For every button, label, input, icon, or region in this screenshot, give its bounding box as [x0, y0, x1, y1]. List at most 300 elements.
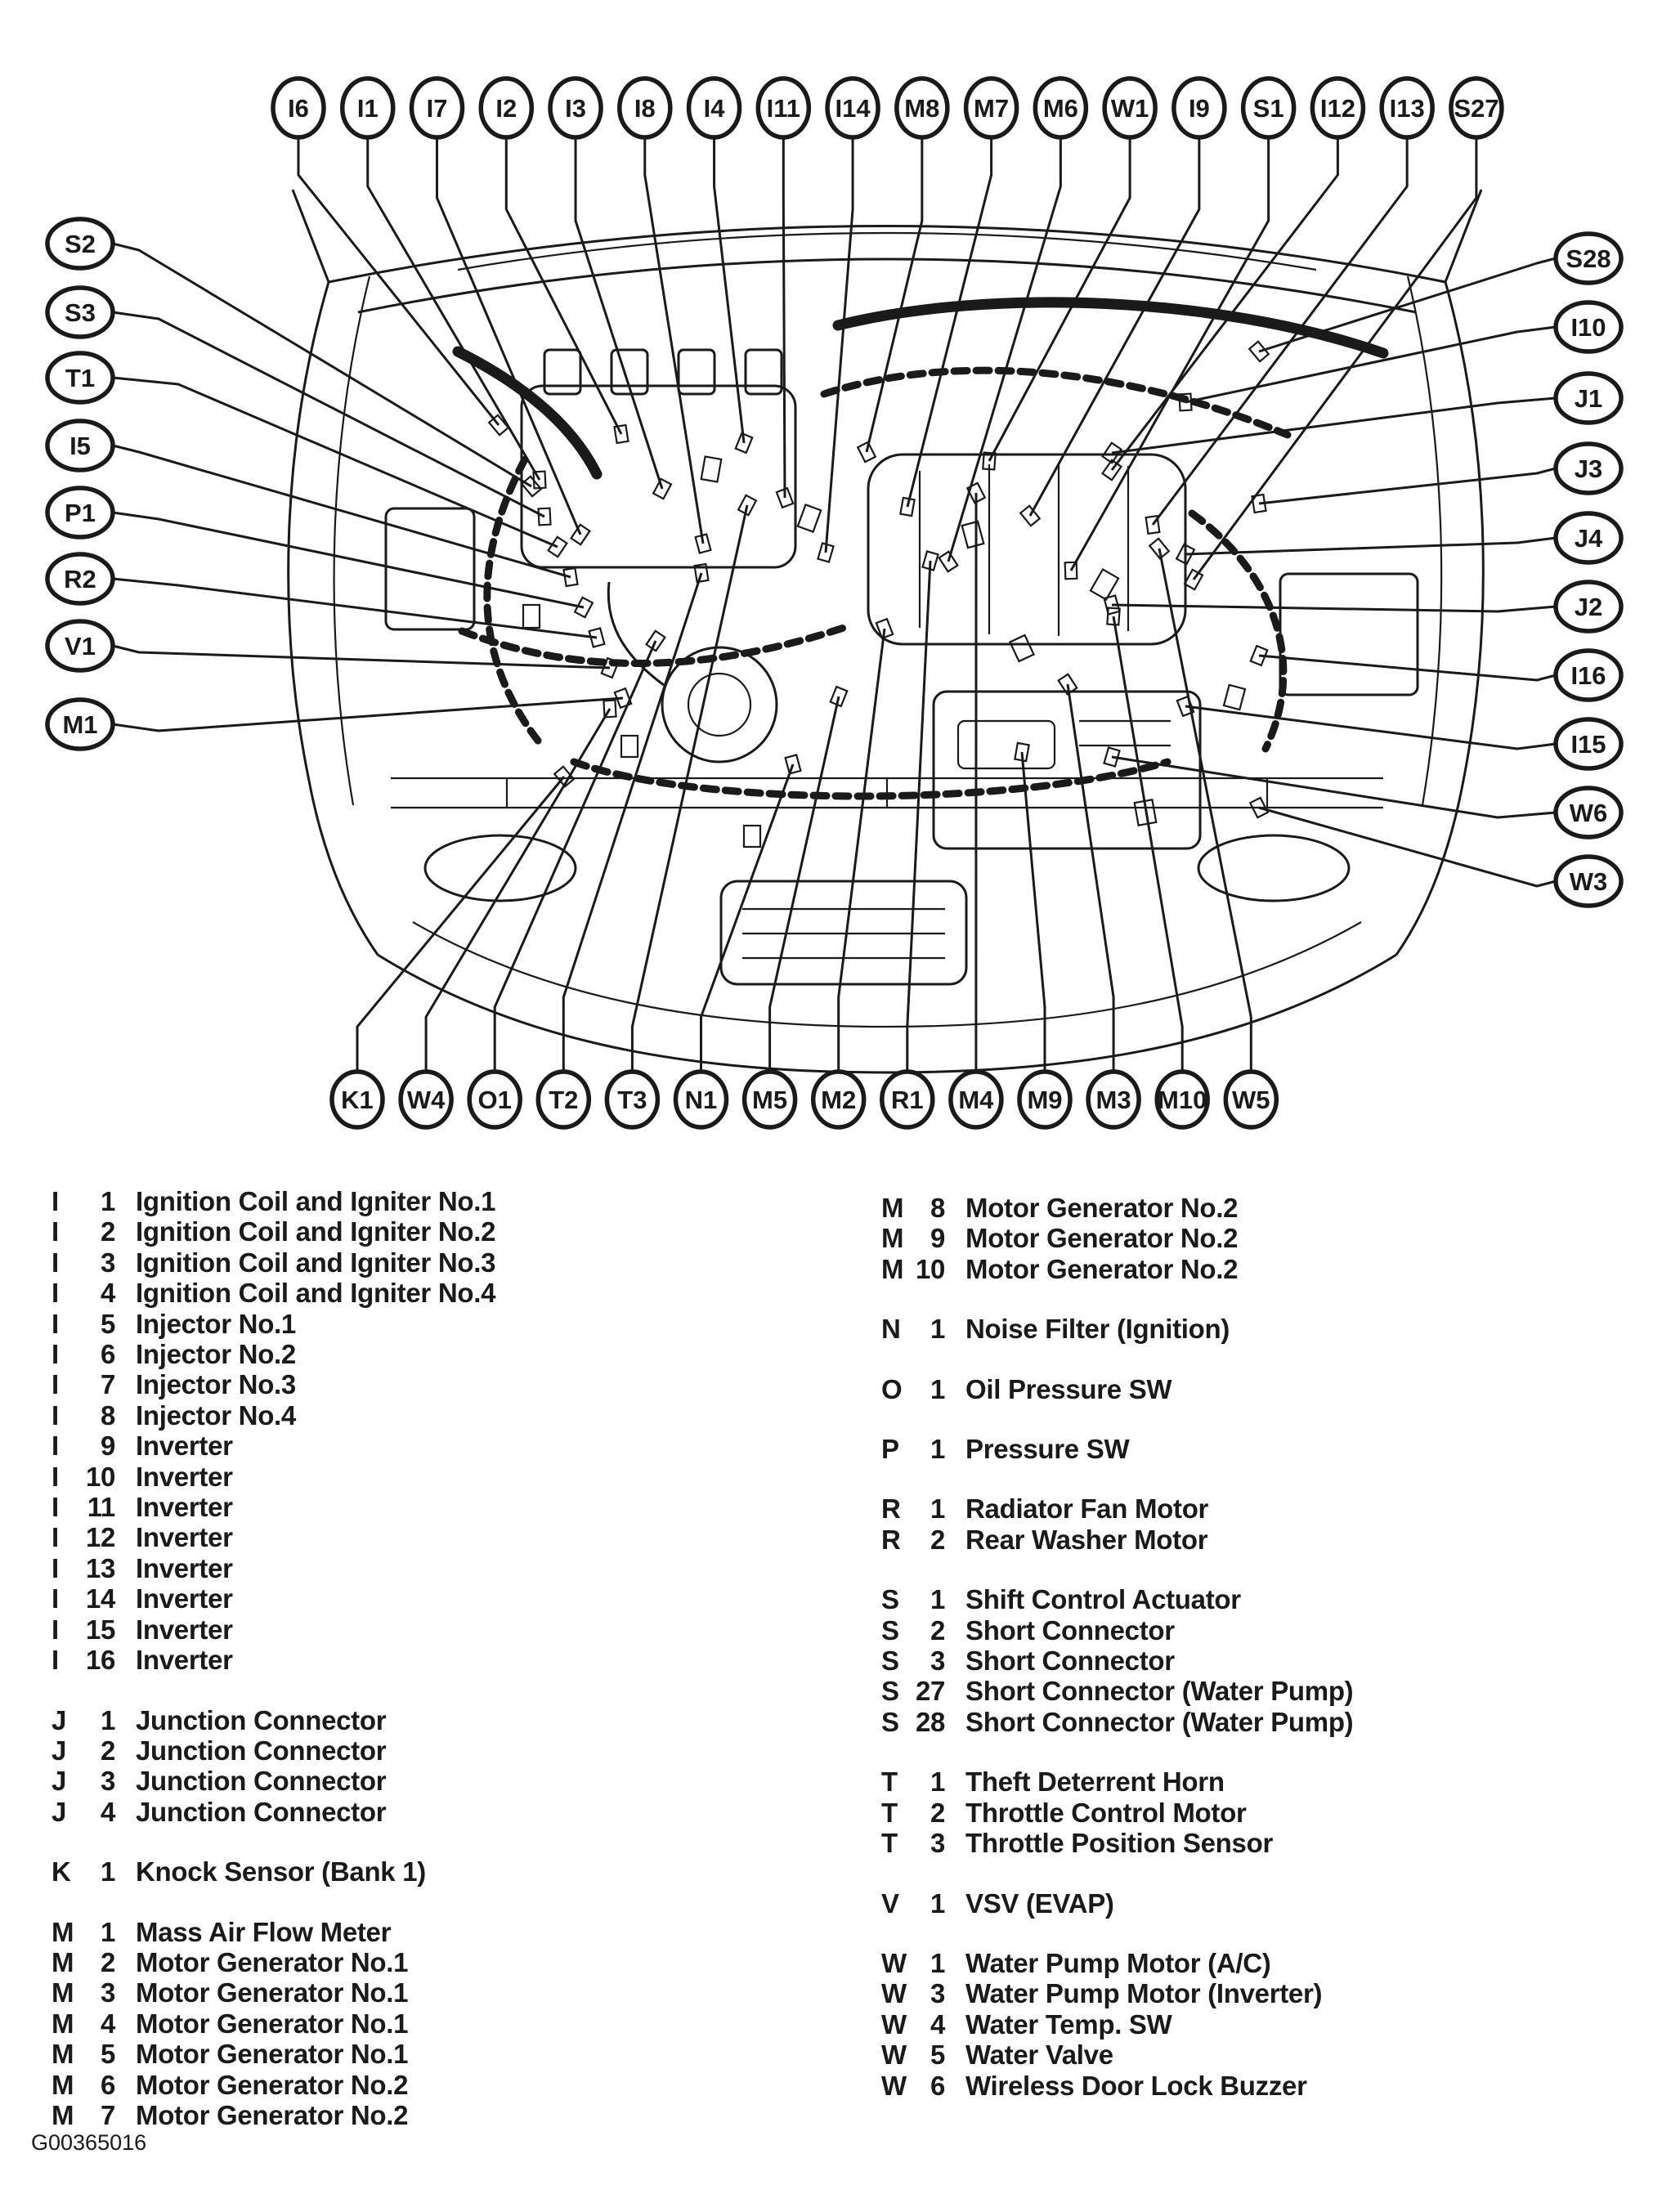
legend-entry-I13 — [52, 1553, 495, 1583]
legend-entry-S2 — [881, 1615, 1353, 1646]
legend-code: I — [52, 1522, 59, 1553]
callout-I11 — [758, 78, 809, 508]
legend-entry-W5 — [881, 2040, 1353, 2070]
legend-entry-I16 — [52, 1645, 495, 1675]
legend-number: 8 — [930, 1193, 945, 1223]
legend-number: 6 — [100, 2069, 115, 2100]
leader-line-R1 — [907, 561, 930, 1072]
legend-name: Short Connector (Water Pump) — [965, 1676, 1354, 1707]
legend-entry-T2 — [881, 1798, 1353, 1828]
legend-group — [52, 1917, 495, 2131]
callout-label-I13: I13 — [1389, 94, 1425, 123]
callout-label-I14: I14 — [835, 94, 871, 123]
legend-name: Water Pump Motor (A/C) — [965, 1947, 1271, 1978]
callout-W5 — [1149, 539, 1276, 1127]
legend-name: Injector No.4 — [136, 1399, 296, 1431]
legend-name: Short Connector (Water Pump) — [965, 1706, 1354, 1737]
callout-I5 — [47, 421, 577, 586]
legend-code: I — [52, 1216, 59, 1247]
legend-code: W — [881, 1947, 907, 1978]
leader-line-I13 — [1153, 137, 1407, 525]
legend-number: 16 — [86, 1645, 116, 1676]
legend-code: M — [52, 1946, 74, 1977]
legend-entry-T3 — [881, 1828, 1353, 1858]
callout-J1 — [1103, 374, 1621, 463]
legend-name: Motor Generator No.2 — [965, 1253, 1239, 1284]
legend-code: W — [881, 2070, 907, 2101]
legend-entry-J4 — [52, 1797, 495, 1827]
callout-label-M10: M10 — [1158, 1086, 1207, 1114]
legend-entry-I8 — [52, 1400, 495, 1431]
legend-number: 5 — [100, 1308, 115, 1339]
legend-entry-I3 — [52, 1247, 495, 1278]
leader-line-I15 — [1185, 706, 1556, 749]
legend-number: 1 — [930, 1947, 945, 1978]
callout-S27 — [1185, 78, 1502, 589]
leader-line-S2 — [113, 244, 531, 486]
leader-line-N1 — [701, 764, 794, 1072]
legend-number: 1 — [930, 1314, 945, 1345]
legend-entry-S28 — [881, 1707, 1353, 1737]
legend-number: 3 — [100, 1977, 115, 2008]
legend-number: 8 — [100, 1399, 115, 1431]
legend-number: 1 — [930, 1887, 945, 1919]
legend-code: I — [52, 1399, 59, 1431]
callout-label-S28: S28 — [1566, 244, 1611, 273]
legend-name: Junction Connector — [136, 1735, 387, 1766]
callout-T3 — [607, 495, 755, 1127]
legend-group — [881, 1948, 1353, 2101]
callout-label-M3: M3 — [1095, 1086, 1131, 1114]
callout-M7 — [900, 78, 1016, 516]
legend-entry-S27 — [881, 1676, 1353, 1706]
legend-entry-M5 — [52, 2039, 495, 2069]
legend-number: 28 — [916, 1706, 946, 1737]
legend-code: M — [52, 1916, 74, 1947]
legend-number: 14 — [86, 1583, 116, 1614]
legend-code: R — [881, 1524, 901, 1555]
legend-name: Pressure SW — [965, 1434, 1130, 1465]
legend-name: Water Valve — [965, 2040, 1113, 2071]
legend-entry-M10 — [881, 1254, 1353, 1284]
callout-label-T1: T1 — [65, 364, 96, 392]
leader-line-W5 — [1159, 549, 1251, 1072]
legend-name: Injector No.2 — [136, 1339, 296, 1370]
legend-entry-I7 — [52, 1369, 495, 1399]
legend-code: I — [52, 1339, 59, 1370]
legend-number: 1 — [100, 1186, 115, 1216]
legend-code: I — [52, 1308, 59, 1339]
leader-line-W3 — [1259, 808, 1556, 886]
leader-line-S1 — [1071, 137, 1269, 571]
leader-line-T2 — [563, 573, 701, 1072]
legend-group — [881, 1766, 1353, 1858]
callout-M2 — [813, 619, 893, 1127]
legend-name: Ignition Coil and Igniter No.2 — [136, 1216, 496, 1247]
legend-name: Wireless Door Lock Buzzer — [965, 2070, 1307, 2101]
legend-number: 5 — [100, 2039, 115, 2070]
legend-number: 4 — [100, 1278, 115, 1309]
callout-label-T2: T2 — [549, 1086, 579, 1114]
callout-label-I12: I12 — [1319, 94, 1355, 123]
legend-number: 2 — [100, 1946, 115, 1977]
legend-code: M — [881, 1223, 904, 1254]
legend-name: Rear Washer Motor — [965, 1524, 1208, 1555]
callout-label-T3: T3 — [617, 1086, 647, 1114]
legend-name: Ignition Coil and Igniter No.4 — [136, 1278, 496, 1309]
leader-line-M6 — [948, 137, 1060, 562]
legend-code: J — [52, 1766, 67, 1797]
legend-name: Inverter — [136, 1431, 233, 1462]
legend-name: Motor Generator No.1 — [136, 1946, 409, 1977]
legend-entry-T1 — [881, 1766, 1353, 1797]
leader-line-I10 — [1185, 327, 1556, 402]
legend-number: 3 — [100, 1766, 115, 1797]
legend-entry-I11 — [52, 1492, 495, 1522]
legend-entry-I12 — [52, 1522, 495, 1552]
legend-code: J — [52, 1796, 67, 1827]
legend-right-column — [881, 1193, 1353, 2101]
callout-label-M1: M1 — [62, 710, 98, 739]
callout-label-M9: M9 — [1027, 1086, 1063, 1114]
legend-name: Injector No.3 — [136, 1369, 296, 1400]
callout-label-I3: I3 — [565, 94, 586, 123]
leader-line-I14 — [826, 137, 853, 553]
legend-group — [881, 1193, 1353, 1284]
callout-label-J2: J2 — [1574, 593, 1603, 621]
callout-label-M2: M2 — [821, 1086, 857, 1114]
callout-M6 — [939, 78, 1086, 571]
legend-entry-W1 — [881, 1948, 1353, 1978]
legend-code: M — [52, 2099, 74, 2130]
leader-line-M1 — [113, 698, 623, 731]
legend-number: 4 — [930, 2008, 945, 2040]
callout-M4 — [951, 483, 1001, 1127]
leader-line-I4 — [715, 137, 744, 443]
legend-group — [881, 1374, 1353, 1404]
callout-label-P1: P1 — [65, 499, 96, 527]
callout-label-I8: I8 — [634, 94, 656, 123]
legend-code: I — [52, 1492, 59, 1523]
legend-code: R — [881, 1493, 901, 1525]
legend-entry-I15 — [52, 1614, 495, 1645]
leader-line-S3 — [113, 312, 544, 517]
callout-label-W5: W5 — [1232, 1086, 1270, 1114]
legend-number: 1 — [100, 1704, 115, 1735]
callout-label-W3: W3 — [1569, 867, 1608, 896]
legend-name: Motor Generator No.1 — [136, 2008, 409, 2039]
legend-number: 6 — [930, 2070, 945, 2101]
legend-entry-M3 — [52, 1977, 495, 2008]
legend-name: Shift Control Actuator — [965, 1584, 1241, 1615]
legend-code: I — [52, 1614, 59, 1645]
callout-R1 — [882, 551, 939, 1127]
legend-code: S — [881, 1676, 899, 1707]
callout-label-J3: J3 — [1574, 454, 1603, 483]
legend-name: Motor Generator No.2 — [136, 2069, 409, 2100]
legend-entry-K1 — [52, 1856, 495, 1887]
legend-entry-V1 — [881, 1888, 1353, 1919]
legend-group — [52, 1186, 495, 1676]
legend-name: Short Connector — [965, 1646, 1175, 1677]
leader-line-R2 — [113, 579, 597, 638]
callout-label-M5: M5 — [752, 1086, 788, 1114]
legend-name: Inverter — [136, 1583, 233, 1614]
legend-entry-P1 — [881, 1434, 1353, 1464]
legend-code: I — [52, 1186, 59, 1216]
legend-number: 1 — [930, 1584, 945, 1615]
leader-line-I8 — [645, 137, 703, 544]
legend-code: M — [881, 1193, 904, 1223]
callout-label-J1: J1 — [1574, 384, 1603, 413]
legend-entry-I5 — [52, 1309, 495, 1339]
legend-number: 2 — [930, 1524, 945, 1555]
callout-label-I16: I16 — [1570, 661, 1606, 690]
legend-code: I — [52, 1278, 59, 1309]
legend-entry-J1 — [52, 1705, 495, 1735]
leader-line-I16 — [1259, 656, 1556, 680]
legend-code: J — [52, 1704, 67, 1735]
callout-I1 — [343, 78, 546, 488]
legend-number: 5 — [930, 2040, 945, 2071]
legend-group — [881, 1314, 1353, 1344]
legend-entry-S3 — [881, 1646, 1353, 1676]
legend-number: 1 — [930, 1493, 945, 1525]
legend-code: S — [881, 1706, 899, 1737]
legend-number: 7 — [100, 1369, 115, 1400]
legend-entry-J2 — [52, 1735, 495, 1766]
legend-code: V — [881, 1887, 899, 1919]
legend-code: I — [52, 1431, 59, 1462]
leader-line-M5 — [770, 696, 839, 1072]
legend-number: 10 — [916, 1253, 946, 1284]
legend-entry-S1 — [881, 1584, 1353, 1614]
legend-code: W — [881, 2008, 907, 2040]
callout-label-R2: R2 — [64, 565, 96, 593]
legend-entry-R1 — [881, 1493, 1353, 1524]
legend-code: S — [881, 1584, 899, 1615]
legend-entry-I2 — [52, 1216, 495, 1247]
legend-code: I — [52, 1461, 59, 1492]
legend-code: S — [881, 1646, 899, 1677]
callout-layer — [47, 78, 1621, 1127]
callout-N1 — [676, 755, 801, 1127]
legend-number: 15 — [86, 1614, 116, 1645]
callout-R2 — [47, 554, 604, 647]
legend-name: Knock Sensor (Bank 1) — [136, 1856, 426, 1887]
callout-I7 — [412, 78, 590, 544]
legend-name: Junction Connector — [136, 1766, 387, 1797]
leader-line-J1 — [1112, 398, 1556, 453]
callout-label-I2: I2 — [495, 94, 517, 123]
legend-name: Motor Generator No.1 — [136, 2039, 409, 2070]
legend-number: 1 — [930, 1766, 945, 1798]
legend-number: 13 — [86, 1552, 116, 1583]
legend-name: Ignition Coil and Igniter No.3 — [136, 1247, 496, 1278]
legend-number: 6 — [100, 1339, 115, 1370]
legend-number: 2 — [930, 1614, 945, 1646]
legend-entry-M2 — [52, 1947, 495, 1977]
legend-name: Injector No.1 — [136, 1308, 296, 1339]
figure-code: G00365016 — [31, 2130, 147, 2155]
legend-number: 27 — [916, 1676, 946, 1707]
legend-left-column — [52, 1186, 495, 2130]
legend-entry-M6 — [52, 2070, 495, 2100]
legend-number: 1 — [930, 1434, 945, 1465]
legend-code: J — [52, 1735, 67, 1766]
legend-name: Oil Pressure SW — [965, 1373, 1172, 1404]
callout-label-I1: I1 — [356, 94, 379, 123]
leader-line-K1 — [357, 777, 564, 1072]
legend-code: M — [52, 1977, 74, 2008]
callout-W6 — [1104, 747, 1621, 837]
callout-label-S2: S2 — [65, 230, 96, 258]
legend-entry-I9 — [52, 1431, 495, 1461]
legend-code: K — [52, 1856, 71, 1887]
legend-group — [881, 1493, 1353, 1555]
callout-label-V1: V1 — [65, 632, 96, 660]
callout-label-O1: O1 — [477, 1086, 512, 1114]
leader-line-I3 — [576, 137, 662, 489]
legend-number: 12 — [86, 1522, 116, 1553]
leader-line-I11 — [783, 137, 785, 498]
legend-entry-M7 — [52, 2100, 495, 2130]
legend-name: Inverter — [136, 1552, 233, 1583]
legend-name: Motor Generator No.2 — [965, 1193, 1239, 1223]
legend-code: S — [881, 1614, 899, 1646]
callout-label-I9: I9 — [1188, 94, 1210, 123]
legend-entry-M1 — [52, 1917, 495, 1947]
callout-label-I15: I15 — [1570, 730, 1606, 759]
callout-label-I5: I5 — [69, 432, 91, 460]
legend-name: Junction Connector — [136, 1796, 387, 1827]
legend-name: Junction Connector — [136, 1704, 387, 1735]
leader-line-M7 — [907, 137, 992, 507]
legend-name: Motor Generator No.2 — [136, 2099, 409, 2130]
legend-entry-N1 — [881, 1314, 1353, 1344]
legend-group — [52, 1705, 495, 1828]
leader-line-I1 — [368, 137, 540, 480]
legend-number: 7 — [100, 2099, 115, 2130]
callout-I15 — [1177, 696, 1621, 768]
legend-code: M — [52, 2039, 74, 2070]
callout-label-I11: I11 — [766, 94, 801, 123]
legend-code: M — [52, 2008, 74, 2039]
callout-T1 — [47, 353, 567, 557]
leader-line-S27 — [1194, 137, 1476, 580]
legend-name: Mass Air Flow Meter — [136, 1916, 392, 1947]
legend-name: Radiator Fan Motor — [965, 1493, 1209, 1525]
legend-name: Throttle Position Sensor — [965, 1828, 1273, 1859]
legend-number: 3 — [100, 1247, 115, 1278]
leader-line-J4 — [1185, 538, 1556, 554]
callout-label-J4: J4 — [1574, 524, 1603, 553]
legend-entry-I4 — [52, 1278, 495, 1308]
legend-number: 1 — [100, 1856, 115, 1887]
legend-name: VSV (EVAP) — [965, 1887, 1114, 1919]
legend-number: 2 — [100, 1735, 115, 1766]
legend-entry-I14 — [52, 1583, 495, 1614]
callout-label-R1: R1 — [890, 1086, 924, 1114]
callout-label-M7: M7 — [974, 94, 1010, 123]
leader-line-J3 — [1259, 468, 1556, 504]
callout-label-I4: I4 — [703, 94, 725, 123]
callout-label-S1: S1 — [1252, 94, 1284, 123]
legend-group — [881, 1434, 1353, 1464]
callout-label-I7: I7 — [426, 94, 448, 123]
legend-number: 9 — [930, 1223, 945, 1254]
callout-label-N1: N1 — [684, 1086, 718, 1114]
legend-name: Inverter — [136, 1492, 233, 1523]
legend-entry-M4 — [52, 2008, 495, 2039]
legend-entry-R2 — [881, 1525, 1353, 1555]
legend-entry-W6 — [881, 2071, 1353, 2101]
legend-code: W — [881, 1978, 907, 2009]
legend-group — [52, 1856, 495, 1887]
legend-name: Throttle Control Motor — [965, 1797, 1247, 1828]
callout-label-K1: K1 — [341, 1086, 374, 1114]
legend-code: M — [881, 1253, 904, 1284]
leader-line-S28 — [1259, 258, 1556, 352]
callout-label-W4: W4 — [406, 1086, 446, 1114]
legend-code: P — [881, 1434, 899, 1465]
legend-entry-M8 — [881, 1193, 1353, 1223]
callout-K1 — [332, 767, 574, 1127]
legend-number: 2 — [930, 1797, 945, 1828]
callout-label-S27: S27 — [1454, 94, 1499, 123]
legend-number: 3 — [930, 1646, 945, 1677]
legend-code: N — [881, 1314, 901, 1345]
legend-name: Water Pump Motor (Inverter) — [965, 1978, 1323, 2009]
legend-number: 3 — [930, 1978, 945, 2009]
legend-number: 10 — [86, 1461, 116, 1492]
legend-entry-W4 — [881, 2009, 1353, 2040]
callout-label-I10: I10 — [1570, 313, 1606, 342]
legend-entry-I6 — [52, 1339, 495, 1369]
legend-group — [881, 1584, 1353, 1737]
legend-code: I — [52, 1645, 59, 1676]
legend-group — [881, 1888, 1353, 1919]
legend-name: Motor Generator No.1 — [136, 1977, 409, 2008]
legend-entry-O1 — [881, 1374, 1353, 1404]
legend-number: 1 — [100, 1916, 115, 1947]
leader-line-I7 — [437, 137, 580, 535]
leader-line-V1 — [113, 646, 610, 668]
leader-line-M3 — [1068, 684, 1113, 1072]
callout-S3 — [47, 288, 551, 525]
legend-code: I — [52, 1369, 59, 1400]
legend-code: O — [881, 1373, 903, 1404]
leader-line-J2 — [1112, 605, 1556, 611]
legend-number: 4 — [100, 1796, 115, 1827]
legend-entry-I10 — [52, 1462, 495, 1492]
leader-line-M8 — [867, 137, 922, 452]
legend-number: 9 — [100, 1431, 115, 1462]
legend-name: Inverter — [136, 1614, 233, 1645]
callout-label-M6: M6 — [1042, 94, 1078, 123]
legend-code: I — [52, 1247, 59, 1278]
legend-number: 3 — [930, 1828, 945, 1859]
legend-entry-J3 — [52, 1766, 495, 1796]
callout-label-S3: S3 — [65, 298, 96, 327]
legend-code: T — [881, 1828, 898, 1859]
legend-number: 1 — [930, 1373, 945, 1404]
legend-entry-W3 — [881, 1978, 1353, 2008]
legend-name: Water Temp. SW — [965, 2008, 1172, 2040]
callout-M9 — [1015, 743, 1070, 1127]
legend-name: Short Connector — [965, 1614, 1175, 1646]
callout-I2 — [481, 78, 628, 443]
